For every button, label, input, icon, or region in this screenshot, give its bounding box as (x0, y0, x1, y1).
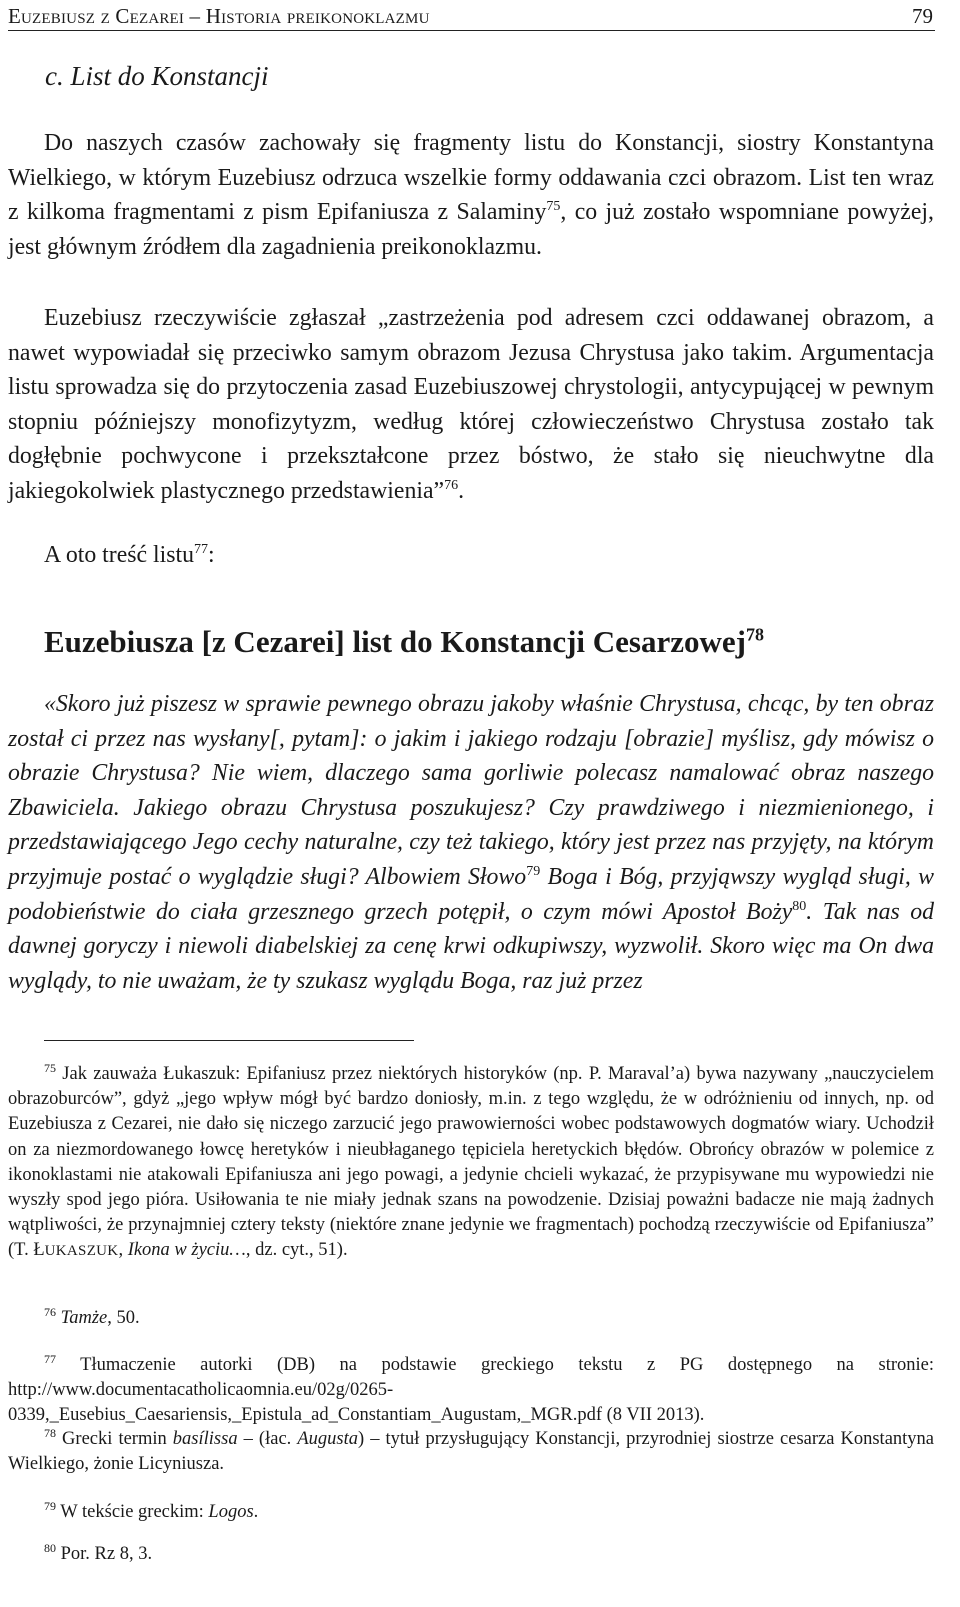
footnote-separator (44, 1040, 414, 1041)
footnote-number: 76 (44, 1304, 56, 1319)
text: ) – tytuł przysługujący Konstancji, przyrodniej siostrze cesarza Konstantyna Wielkiego, żonie Licyniusza. (8, 1429, 935, 1475)
text: «Skoro już piszesz w sprawie pewnego obrazu jakoby właśnie Chrystusa, chcąc, by ten obraz został ci przez nas wysłany[, pytam]: o jakim i jakiego rodzaju [obrazie] myślisz, gdy mówisz o obrazie Chrystusa? Nie wiem, dlaczego sama gorliwie polecasz namalować obraz naszego Zbawiciela. Jakiego obrazu Chrystusa poszukujesz? Czy prawdziwego i niezmienionego, i przedstawiającego Jego cechy naturalne, czy też takiego, który jest przez nas przyjęty, na którym przyjmuje postać o wyglądzie sługi? Albowiem Słowo (8, 691, 934, 890)
paragraph-2 (8, 301, 934, 508)
footnote-number: 80 (44, 1540, 56, 1555)
running-head (8, 2, 935, 31)
footnote-77 (8, 1353, 934, 1429)
footnote-78 (8, 1427, 934, 1477)
footnote-number: 78 (44, 1425, 56, 1440)
footnote-76 (8, 1306, 934, 1331)
footnote-ref-76[interactable]: 76 (444, 477, 459, 493)
text: W tekście greckim: (56, 1502, 209, 1522)
text: – (łac. (237, 1429, 298, 1449)
text: Tłumaczenie autorki (DB) na podstawie greckiego tekstu z PG dostępnego na stronie: http://www.documentacatholicaomnia.eu/02g/0265-0339,_Eusebius_Caesariensis,_Epistula_ad_Constantiam_Augustam,_MGR.pdf (8 VII 2013). (8, 1355, 934, 1426)
letter-text (8, 687, 934, 998)
text: , 50. (107, 1308, 140, 1328)
document-title-text: Euzebiusza [z Cezarei] list do Konstancji Cesarzowej (44, 624, 746, 659)
footnote-80 (8, 1542, 934, 1567)
text: , dz. cyt., 51). (245, 1240, 348, 1261)
page-number: 79 (912, 4, 933, 28)
footnote-79 (8, 1500, 934, 1525)
text: , co już zostało wspomniane powyżej, jest głównym źródłem dla zagadnienia preikonoklazmu. (8, 199, 934, 260)
footnote-number: 75 (44, 1060, 56, 1075)
footnote-ref-79[interactable]: 79 (526, 864, 541, 880)
text: . (253, 1502, 259, 1522)
greek-term: Logos (208, 1502, 254, 1522)
section-heading: c. List do Konstancji (45, 61, 269, 91)
text: . Tak nas od dawnej goryczy i niewoli diabelskiej za cenę krwi odkupiwszy, wyzwolił. Skoro więc ma On dwa wyglądy, to nie uważam, że ty szukasz wyglądu Boga, raz już przez (8, 898, 934, 994)
author-initial: Ł (33, 1240, 45, 1261)
greek-term: basílissa (172, 1429, 238, 1449)
footnote-number: 79 (44, 1498, 56, 1513)
text: Grecki termin (56, 1429, 173, 1449)
footnote-ref-75[interactable]: 75 (546, 199, 561, 215)
text: A oto treść listu (44, 542, 195, 568)
footnote-ref-77[interactable]: 77 (194, 542, 209, 558)
work-title: Ikona w życiu… (127, 1240, 246, 1261)
running-title: Euzebiusz z Cezarei – Historia preikonoklazmu (8, 4, 430, 28)
text: Jak zauważa Łukaszuk: Epifaniusz przez niektórych historyków (np. P. Maraval’a) bywa nazywany „nauczycielem obrazoburców”, gdyż „jego wpływ mógł być bardzo doniosły, m.in. z tego względu, że w odróżnieniu od innych, np. od Euzebiusza z Cezarei, nie dało się niczego zarzucić jego prawowierności wobec podstawowych dogmatów wiary. Uchodził on za niezmordowanego łowcę heretyków i nieubłaganego tępiciela heretyckich błędów. Obrońcy obrazów w polemice z ikonoklastami nie atakowali Epifaniusza ani jego powagi, a jedynie chcieli wykazać, że przypisywane mu wypowiedzi nie wyszły spod jego pióra. Usiłowania te nie miały jednak szans na powodzenie. Dzisiaj poważni badacze nie mają żadnych wątpliwości, że przynajmniej cztery teksty (niektóre znane jedynie we fragmentach) pochodzą rzeczywiście od Epifaniusza” (T. (8, 1064, 934, 1261)
author-name: UKASZUK (44, 1243, 119, 1260)
text: Do naszych czasów zachowały się fragmenty listu do Konstancji, siostry Konstantyna Wielkiego, w którym Euzebiusz odrzuca wszelkie formy oddawania czci obrazom. List ten wraz z kilkoma fragmentami z pism Epifaniusza z Salaminy (8, 130, 934, 225)
footnote-ref-78[interactable]: 78 (745, 624, 764, 645)
footnote-number: 77 (44, 1351, 56, 1366)
paragraph-1 (8, 126, 934, 264)
text: , (118, 1240, 128, 1261)
text: Euzebiusz rzeczywiście zgłaszał „zastrzeżenia pod adresem czci oddawanej obrazom, a nawet wypowiadał się przeciwko samym obrazom Jezusa Chrystusa jako takim. Argumentacja listu sprowadza się do przytoczenia zasad Euzebiuszowej chrystologii, antycypującej w pewnym stopniu późniejszy monofizytyzm, według której człowieczeństwo Chrystusa zostało tak dogłębnie pochwycone i przekształcone przez bóstwo, że stało się nieuchwytne dla jakiegokolwiek plastycznego przedstawienia” (8, 305, 934, 504)
paragraph-3 (8, 538, 934, 573)
text: : (208, 542, 215, 568)
text: Por. Rz 8, 3. (56, 1544, 153, 1564)
text: . (458, 477, 465, 504)
latin-term: Augusta (297, 1429, 358, 1449)
footnote-ref-80[interactable]: 80 (792, 898, 807, 914)
text: Boga i Bóg, przyjąwszy wygląd sługi, w podobieństwie do ciała grzesznego grzech potępił, o czym mówi Apostoł Boży (8, 863, 934, 925)
document-title (44, 624, 764, 660)
work-title: Tamże (60, 1308, 108, 1328)
footnote-75 (8, 1062, 934, 1265)
